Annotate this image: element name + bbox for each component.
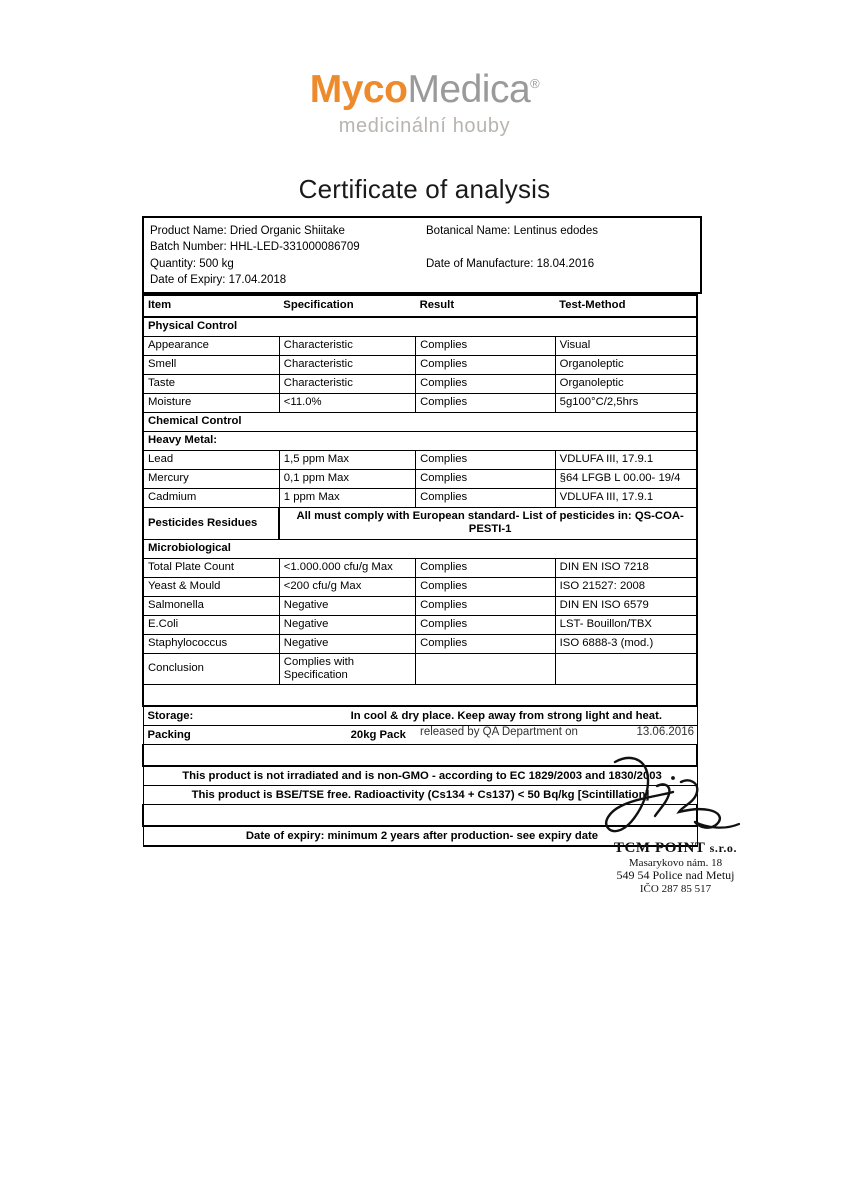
cell-item: Mercury: [143, 470, 279, 489]
cell-result: Complies: [416, 337, 556, 356]
section-label: Chemical Control: [143, 413, 697, 432]
cell-result: Complies: [416, 451, 556, 470]
cell-test-method: VDLUFA III, 17.9.1: [555, 489, 697, 508]
cell-item: Total Plate Count: [143, 558, 279, 577]
table-row: [143, 337, 697, 356]
table-row: [143, 634, 697, 653]
table-row: [143, 394, 697, 413]
batch-row-spacer: [422, 239, 700, 255]
column-header-test-method: Test-Method: [555, 295, 697, 317]
stamp-ico: IČO 287 85 517: [639, 882, 712, 895]
table-row-conclusion: [143, 653, 697, 685]
cell-specification: 1 ppm Max: [279, 489, 415, 508]
stamp-name-text: TCM POINT: [613, 840, 706, 856]
cell-item: Moisture: [143, 394, 279, 413]
cell-item: Appearance: [143, 337, 279, 356]
section-header-microbiological: [143, 539, 697, 558]
packing-label: Packing: [147, 728, 191, 741]
cell-item: Yeast & Mould: [143, 577, 279, 596]
cell-result: Complies: [416, 375, 556, 394]
released-by-label: released by QA Department on: [420, 726, 578, 738]
cell-specification: Negative: [279, 634, 415, 653]
cell-test-method: 5g100°C/2,5hrs: [555, 394, 697, 413]
section-header-chemical-control: [143, 413, 697, 432]
cell-item: Lead: [143, 451, 279, 470]
released-by-line: [142, 726, 698, 738]
stamp-address-line2: 549 54 Police nad Metuj: [616, 868, 735, 883]
handwritten-signature: [595, 752, 755, 842]
cell-result: [416, 653, 556, 685]
logo-wordmark: [0, 70, 849, 109]
logo-text-medica: Medica: [407, 68, 531, 111]
section-label: Microbiological: [143, 539, 697, 558]
packing-value: 20kg Pack: [350, 728, 406, 741]
cell-item: Taste: [143, 375, 279, 394]
statement-text: This product is not irradiated and is non-GMO - according to EC 1829/2003 and 1830/2003: [143, 766, 697, 786]
product-info-row: [144, 223, 700, 239]
cell-test-method: ISO 6888-3 (mod.): [555, 634, 697, 653]
signature-area: [142, 726, 698, 738]
cell-test-method: LST- Bouillon/TBX: [555, 615, 697, 634]
subsection-header-heavy-metal: [143, 432, 697, 451]
column-header-result: Result: [416, 295, 556, 317]
cell-result: Complies: [416, 558, 556, 577]
section-label: Physical Control: [143, 317, 697, 337]
expiry-row-spacer: [422, 272, 700, 288]
logo-tagline: medicinální houby: [338, 115, 511, 137]
cell-item: Smell: [143, 356, 279, 375]
storage-label: Storage:: [147, 709, 194, 722]
cell-specification: <200 cfu/g Max: [279, 577, 415, 596]
cell-test-method: DIN EN ISO 6579: [555, 596, 697, 615]
cell-item: Salmonella: [143, 596, 279, 615]
cell-specification: Characteristic: [279, 356, 415, 375]
cell-test-method: ISO 21527: 2008: [555, 577, 697, 596]
product-info-box: [142, 216, 702, 294]
cell-test-method: Organoleptic: [555, 356, 697, 375]
table-row: [143, 470, 697, 489]
cell-result: Complies: [416, 577, 556, 596]
table-row: [143, 558, 697, 577]
pesticides-residues-row: [143, 508, 697, 540]
cell-result: Complies: [416, 634, 556, 653]
stamp-legal-form: s.r.o.: [709, 841, 738, 855]
table-row: [143, 577, 697, 596]
cell-result: Complies: [416, 596, 556, 615]
cell-specification: 0,1 ppm Max: [279, 470, 415, 489]
table-row: [143, 356, 697, 375]
page-title: Certificate of analysis: [298, 174, 551, 204]
cell-item: E.Coli: [143, 615, 279, 634]
cell-result: Complies: [416, 615, 556, 634]
table-row: [143, 489, 697, 508]
cell-specification: Negative: [279, 615, 415, 634]
cell-result: Complies: [416, 394, 556, 413]
cell-item: Conclusion: [143, 653, 279, 685]
pesticides-label: Pesticides Residues: [143, 508, 279, 540]
expiry-statement-text: Date of expiry: minimum 2 years after production- see expiry date: [143, 826, 697, 846]
cell-test-method: Visual: [555, 337, 697, 356]
company-stamp: [588, 840, 763, 895]
cell-item: Cadmium: [143, 489, 279, 508]
expiry-info-row: [144, 272, 700, 288]
quantity-info-row: [144, 256, 700, 272]
storage-row: [143, 706, 697, 726]
product-name: Product Name: Dried Organic Shiitake: [150, 225, 345, 237]
batch-number: Batch Number: HHL-LED-331000086709: [150, 241, 360, 254]
cell-result: Complies: [416, 489, 556, 508]
botanical-name: Botanical Name: Lentinus edodes: [426, 225, 598, 237]
cell-specification: Complies with Specification: [279, 653, 415, 685]
storage-cell: [143, 706, 697, 726]
cell-specification: 1,5 ppm Max: [279, 451, 415, 470]
company-logo: [0, 0, 849, 138]
storage-value: In cool & dry place. Keep away from strong light and heat.: [350, 709, 662, 722]
cell-test-method: [555, 653, 697, 685]
date-of-expiry: Date of Expiry: 17.04.2018: [150, 273, 287, 286]
logo-text-myco: Myco: [309, 68, 408, 111]
cell-specification: Negative: [279, 596, 415, 615]
cell-specification: Characteristic: [279, 337, 415, 356]
cell-test-method: DIN EN ISO 7218: [555, 558, 697, 577]
stamp-address-line1: Masarykovo nám. 18: [628, 856, 723, 869]
column-header-item: Item: [143, 295, 279, 317]
release-date: 13.06.2016: [636, 726, 694, 738]
spacer-cell: [143, 685, 697, 707]
registered-trademark-icon: ®: [530, 76, 540, 91]
table-row: [143, 375, 697, 394]
cell-item: Staphylococcus: [143, 634, 279, 653]
date-of-manufacture: Date of Manufacture: 18.04.2016: [426, 257, 595, 270]
section-header-physical-control: [143, 317, 697, 337]
cell-specification: <1.000.000 cfu/g Max: [279, 558, 415, 577]
quantity: Quantity: 500 kg: [150, 257, 234, 270]
cell-specification: <11.0%: [279, 394, 415, 413]
cell-result: Complies: [416, 356, 556, 375]
table-row: [143, 596, 697, 615]
stamp-company-name: [588, 840, 763, 857]
cell-test-method: Organoleptic: [555, 375, 697, 394]
table-row: [143, 451, 697, 470]
table-row: [143, 615, 697, 634]
statement-text: This product is BSE/TSE free. Radioactivity (Cs134 + Cs137) < 50 Bq/kg [Scintillation].: [143, 786, 697, 805]
cell-test-method: §64 LFGB L 00.00- 19/4: [555, 470, 697, 489]
cell-test-method: VDLUFA III, 17.9.1: [555, 451, 697, 470]
batch-info-row: [144, 239, 700, 255]
subsection-label: Heavy Metal:: [143, 432, 697, 451]
pesticides-statement: All must comply with European standard- List of pesticides in: QS-COA-PESTI-1: [279, 508, 697, 540]
spacer-row: [143, 685, 697, 707]
table-header-row: [143, 295, 697, 317]
cell-result: Complies: [416, 470, 556, 489]
column-header-specification: Specification: [279, 295, 415, 317]
cell-specification: Characteristic: [279, 375, 415, 394]
